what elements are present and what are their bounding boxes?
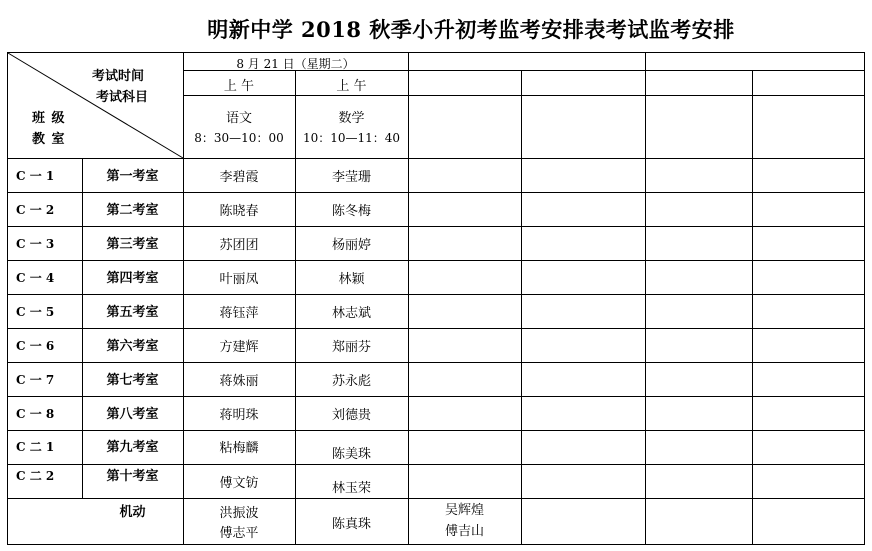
class-cell: C 一 4: [16, 271, 55, 285]
room-cell: 第二考室: [106, 203, 159, 218]
room-cell: 第三考室: [106, 237, 159, 252]
header-subject-1: 语文: [225, 111, 252, 126]
chinese-proctor-cell: 粘梅麟: [219, 441, 259, 456]
math-proctor-cell: 郑丽芬: [331, 340, 371, 355]
class-cell: C 一 8: [16, 407, 55, 421]
chinese-proctor-cell: 傅文钫: [219, 476, 259, 491]
mobile-label: 机动: [119, 505, 146, 520]
class-cell: C 一 6: [16, 339, 55, 353]
math-proctor-cell: 李莹珊: [331, 170, 371, 185]
header-subject-2: 数学: [338, 111, 365, 126]
room-cell: 第五考室: [106, 305, 159, 320]
math-proctor-cell: 林玉荣: [331, 481, 371, 496]
chinese-proctor-cell: 方建辉: [219, 340, 259, 355]
header-class-label: 班 级: [32, 111, 66, 126]
header-room-label: 教 室: [32, 132, 66, 147]
chinese-proctor-cell: 叶丽凤: [219, 272, 259, 287]
room-cell: 第六考室: [106, 339, 159, 354]
chinese-proctor-cell: 苏团团: [219, 238, 259, 253]
math-proctor-cell: 陈美珠: [331, 447, 371, 462]
mobile-chinese-proctor-2: 傅志平: [219, 526, 259, 541]
header-date: 8 月 21 日（星期二）: [236, 57, 355, 71]
class-cell: C 二 1: [16, 440, 55, 454]
class-cell: C 一 5: [16, 305, 55, 319]
header-time-label: 考试时间: [92, 69, 145, 84]
math-proctor-cell: 刘德贵: [331, 408, 371, 423]
header-time-2: 10：10—11：40: [302, 131, 401, 145]
header-subject-label: 考试科目: [96, 90, 149, 105]
room-cell: 第七考室: [106, 373, 159, 388]
header-session-2: 上 午: [336, 79, 367, 94]
class-cell: C 二 2: [16, 469, 55, 483]
page-title: 明新中学 2018 秋季小升初考监考安排表考试监考安排: [207, 17, 735, 42]
header-time-1: 8：30—10：00: [194, 131, 284, 145]
chinese-proctor-cell: 蒋姝丽: [219, 374, 259, 389]
class-cell: C 一 2: [16, 203, 55, 217]
chinese-proctor-cell: 李碧霞: [219, 170, 259, 185]
room-cell: 第十考室: [106, 469, 159, 484]
header-session-1: 上 午: [223, 79, 255, 94]
room-cell: 第九考室: [106, 440, 159, 455]
mobile-chinese-proctor-1: 洪振波: [219, 506, 259, 521]
room-cell: 第一考室: [106, 169, 159, 184]
math-proctor-cell: 陈冬梅: [331, 204, 371, 219]
chinese-proctor-cell: 蒋明珠: [219, 408, 259, 423]
mobile-math-proctor: 陈真珠: [331, 517, 371, 532]
math-proctor-cell: 杨丽婷: [331, 238, 371, 253]
class-cell: C 一 7: [16, 373, 55, 387]
chinese-proctor-cell: 陈晓春: [219, 204, 259, 219]
mobile-extra-proctor-2: 傅吉山: [444, 524, 484, 539]
room-cell: 第八考室: [106, 407, 159, 422]
math-proctor-cell: 林志斌: [331, 306, 371, 321]
math-proctor-cell: 林颖: [338, 272, 365, 287]
mobile-extra-proctor-1: 吴辉煌: [444, 503, 484, 518]
class-cell: C 一 1: [16, 169, 55, 183]
class-cell: C 一 3: [16, 237, 55, 251]
chinese-proctor-cell: 蒋钰萍: [219, 306, 259, 321]
math-proctor-cell: 苏永彪: [331, 374, 371, 389]
room-cell: 第四考室: [106, 271, 159, 286]
